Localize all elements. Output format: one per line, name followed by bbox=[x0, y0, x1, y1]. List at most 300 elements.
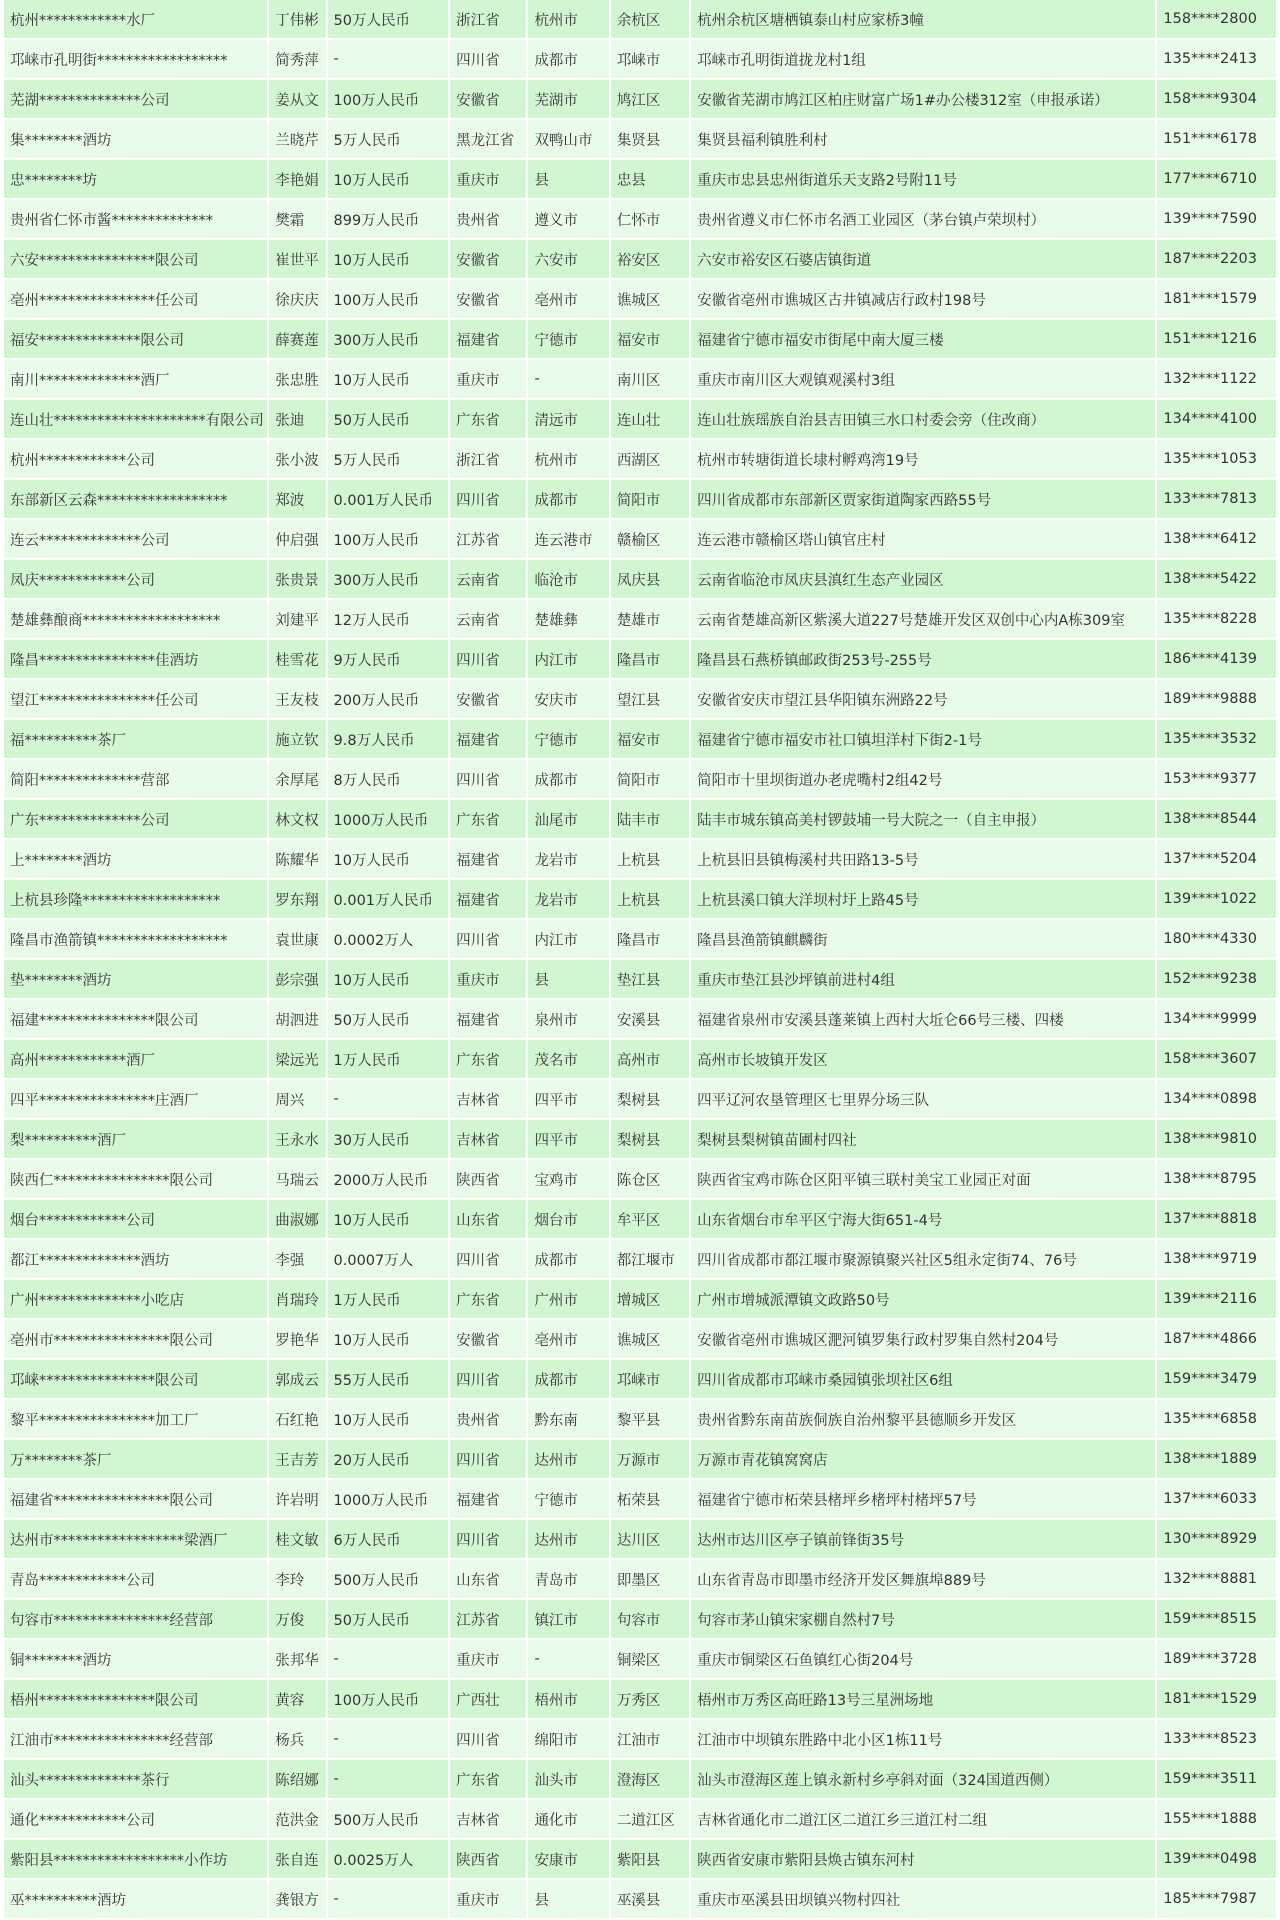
capital-cell: 300万人民币 bbox=[328, 320, 449, 360]
capital-cell: 899万人民币 bbox=[328, 200, 449, 240]
district-cell: 凤庆县 bbox=[611, 560, 689, 600]
city-cell: 宝鸡市 bbox=[528, 1160, 608, 1200]
address-cell: 重庆市垫江县沙坪镇前进村4组 bbox=[691, 960, 1155, 1000]
legal-rep-cell: 简秀萍 bbox=[269, 40, 325, 80]
address-cell: 梨树县梨树镇苗圃村四社 bbox=[691, 1120, 1155, 1160]
address-cell: 重庆市巫溪县田坝镇兴物村四社 bbox=[691, 1880, 1155, 1920]
company-name-cell: 巫**********酒坊 bbox=[4, 1880, 267, 1920]
legal-rep-cell: 林文权 bbox=[269, 800, 325, 840]
district-cell: 牟平区 bbox=[611, 1200, 689, 1240]
company-name-cell: 集********酒坊 bbox=[4, 120, 267, 160]
phone-cell: 135****1053 bbox=[1157, 440, 1276, 480]
phone-cell: 159****3479 bbox=[1157, 1360, 1276, 1400]
company-name-cell: 紫阳县******************小作坊 bbox=[4, 1840, 267, 1880]
legal-rep-cell: 曲淑娜 bbox=[269, 1200, 325, 1240]
city-cell: 安康市 bbox=[528, 1840, 608, 1880]
capital-cell: 1000万人民币 bbox=[328, 800, 449, 840]
legal-rep-cell: 郑波 bbox=[269, 480, 325, 520]
legal-rep-cell: 范洪金 bbox=[269, 1800, 325, 1840]
capital-cell: 0.0025万人 bbox=[328, 1840, 449, 1880]
city-cell: 县 bbox=[528, 1880, 608, 1920]
company-name-cell: 广州**************小吃店 bbox=[4, 1280, 267, 1320]
city-cell: 内江市 bbox=[528, 640, 608, 680]
legal-rep-cell: 许岩明 bbox=[269, 1480, 325, 1520]
table-row bbox=[4, 1400, 1276, 1440]
capital-cell: 8万人民币 bbox=[328, 760, 449, 800]
address-cell: 安徽省安庆市望江县华阳镇东洲路22号 bbox=[691, 680, 1155, 720]
phone-cell: 187****2203 bbox=[1157, 240, 1276, 280]
city-cell: 杭州市 bbox=[528, 0, 608, 40]
province-cell: 广东省 bbox=[450, 1040, 526, 1080]
table-row bbox=[4, 400, 1276, 440]
company-name-cell: 亳州****************任公司 bbox=[4, 280, 267, 320]
address-cell: 万源市青花镇窝窝店 bbox=[691, 1440, 1155, 1480]
district-cell: 谯城区 bbox=[611, 1320, 689, 1360]
company-name-cell: 通化************公司 bbox=[4, 1800, 267, 1840]
province-cell: 福建省 bbox=[450, 320, 526, 360]
address-cell: 达州市达川区亭子镇前锋街35号 bbox=[691, 1520, 1155, 1560]
district-cell: 邛崃市 bbox=[611, 1360, 689, 1400]
phone-cell: 133****8523 bbox=[1157, 1720, 1276, 1760]
province-cell: 山东省 bbox=[450, 1560, 526, 1600]
address-cell: 邛崃市孔明街道拢龙村1组 bbox=[691, 40, 1155, 80]
province-cell: 陕西省 bbox=[450, 1160, 526, 1200]
district-cell: 邛崃市 bbox=[611, 40, 689, 80]
city-cell: 达州市 bbox=[528, 1440, 608, 1480]
capital-cell: 10万人民币 bbox=[328, 1200, 449, 1240]
address-cell: 高州市长坡镇开发区 bbox=[691, 1040, 1155, 1080]
capital-cell: 0.0002万人 bbox=[328, 920, 449, 960]
city-cell: 连云港市 bbox=[528, 520, 608, 560]
district-cell: 鸠江区 bbox=[611, 80, 689, 120]
legal-rep-cell: 陈耀华 bbox=[269, 840, 325, 880]
table-row bbox=[4, 680, 1276, 720]
legal-rep-cell: 薛赛莲 bbox=[269, 320, 325, 360]
company-name-cell: 楚雄彝酿商******************* bbox=[4, 600, 267, 640]
phone-cell: 135****3532 bbox=[1157, 720, 1276, 760]
capital-cell: 1万人民币 bbox=[328, 1040, 449, 1080]
phone-cell: 151****6178 bbox=[1157, 120, 1276, 160]
legal-rep-cell: 张贵景 bbox=[269, 560, 325, 600]
address-cell: 安徽省芜湖市鸠江区柏庄财富广场1#办公楼312室（申报承诺） bbox=[691, 80, 1155, 120]
address-cell: 贵州省黔东南苗族侗族自治州黎平县德顺乡开发区 bbox=[691, 1400, 1155, 1440]
phone-cell: 132****1122 bbox=[1157, 360, 1276, 400]
district-cell: 梨树县 bbox=[611, 1080, 689, 1120]
address-cell: 集贤县福利镇胜利村 bbox=[691, 120, 1155, 160]
province-cell: 四川省 bbox=[450, 1240, 526, 1280]
city-cell: 成都市 bbox=[528, 760, 608, 800]
city-cell: - bbox=[528, 360, 608, 400]
address-cell: 隆昌县渔箭镇麒麟街 bbox=[691, 920, 1155, 960]
province-cell: 安徽省 bbox=[450, 1320, 526, 1360]
city-cell: 成都市 bbox=[528, 1360, 608, 1400]
capital-cell: 50万人民币 bbox=[328, 1600, 449, 1640]
table-row bbox=[4, 1280, 1276, 1320]
address-cell: 连云港市赣榆区塔山镇官庄村 bbox=[691, 520, 1155, 560]
province-cell: 吉林省 bbox=[450, 1120, 526, 1160]
table-row bbox=[4, 280, 1276, 320]
legal-rep-cell: 马瑞云 bbox=[269, 1160, 325, 1200]
address-cell: 简阳市十里坝街道办老虎嘴村2组42号 bbox=[691, 760, 1155, 800]
table-row bbox=[4, 560, 1276, 600]
province-cell: 广西壮 bbox=[450, 1680, 526, 1720]
address-cell: 重庆市铜梁区石鱼镇红心街204号 bbox=[691, 1640, 1155, 1680]
city-cell: 宁德市 bbox=[528, 320, 608, 360]
province-cell: 四川省 bbox=[450, 1520, 526, 1560]
company-name-cell: 都江**************酒坊 bbox=[4, 1240, 267, 1280]
city-cell: 通化市 bbox=[528, 1800, 608, 1840]
legal-rep-cell: 王友枝 bbox=[269, 680, 325, 720]
district-cell: 都江堰市 bbox=[611, 1240, 689, 1280]
phone-cell: 139****2116 bbox=[1157, 1280, 1276, 1320]
capital-cell: 100万人民币 bbox=[328, 1680, 449, 1720]
company-name-cell: 凤庆************公司 bbox=[4, 560, 267, 600]
province-cell: 吉林省 bbox=[450, 1800, 526, 1840]
city-cell: 楚雄彝 bbox=[528, 600, 608, 640]
capital-cell: 10万人民币 bbox=[328, 240, 449, 280]
legal-rep-cell: 张邦华 bbox=[269, 1640, 325, 1680]
address-cell: 云南省楚雄高新区紫溪大道227号楚雄开发区双创中心内A栋309室 bbox=[691, 600, 1155, 640]
capital-cell: 100万人民币 bbox=[328, 520, 449, 560]
district-cell: 隆昌市 bbox=[611, 640, 689, 680]
capital-cell: 50万人民币 bbox=[328, 400, 449, 440]
legal-rep-cell: 李艳娟 bbox=[269, 160, 325, 200]
province-cell: 四川省 bbox=[450, 1720, 526, 1760]
district-cell: 福安市 bbox=[611, 720, 689, 760]
table-row bbox=[4, 1600, 1276, 1640]
table-row bbox=[4, 1160, 1276, 1200]
company-name-cell: 四平****************庄酒厂 bbox=[4, 1080, 267, 1120]
phone-cell: 135****8228 bbox=[1157, 600, 1276, 640]
address-cell: 福建省泉州市安溪县蓬莱镇上西村大坵仑66号三楼、四楼 bbox=[691, 1000, 1155, 1040]
capital-cell: - bbox=[328, 1760, 449, 1800]
province-cell: 贵州省 bbox=[450, 1400, 526, 1440]
district-cell: 简阳市 bbox=[611, 480, 689, 520]
city-cell: 汕尾市 bbox=[528, 800, 608, 840]
company-name-cell: 隆昌****************佳酒坊 bbox=[4, 640, 267, 680]
address-cell: 山东省青岛市即墨市经济开发区舞旗埠889号 bbox=[691, 1560, 1155, 1600]
table-row bbox=[4, 880, 1276, 920]
legal-rep-cell: 王吉芳 bbox=[269, 1440, 325, 1480]
capital-cell: 0.0007万人 bbox=[328, 1240, 449, 1280]
province-cell: 安徽省 bbox=[450, 80, 526, 120]
city-cell: 青岛市 bbox=[528, 1560, 608, 1600]
address-cell: 贵州省遵义市仁怀市名酒工业园区（茅台镇卢荣坝村） bbox=[691, 200, 1155, 240]
legal-rep-cell: 黄容 bbox=[269, 1680, 325, 1720]
district-cell: 仁怀市 bbox=[611, 200, 689, 240]
capital-cell: 0.001万人民币 bbox=[328, 480, 449, 520]
legal-rep-cell: 姜从文 bbox=[269, 80, 325, 120]
city-cell: 遵义市 bbox=[528, 200, 608, 240]
phone-cell: 152****9238 bbox=[1157, 960, 1276, 1000]
district-cell: 铜梁区 bbox=[611, 1640, 689, 1680]
district-cell: 梨树县 bbox=[611, 1120, 689, 1160]
address-cell: 杭州市转塘街道长埭村孵鸡湾19号 bbox=[691, 440, 1155, 480]
phone-cell: 187****4866 bbox=[1157, 1320, 1276, 1360]
table-row bbox=[4, 1880, 1276, 1920]
legal-rep-cell: 张忠胜 bbox=[269, 360, 325, 400]
company-name-cell: 烟台************公司 bbox=[4, 1200, 267, 1240]
capital-cell: - bbox=[328, 1080, 449, 1120]
address-cell: 福建省宁德市福安市街尾中南大厦三楼 bbox=[691, 320, 1155, 360]
company-name-cell: 江油市****************经营部 bbox=[4, 1720, 267, 1760]
phone-cell: 139****1022 bbox=[1157, 880, 1276, 920]
capital-cell: - bbox=[328, 1640, 449, 1680]
capital-cell: 10万人民币 bbox=[328, 160, 449, 200]
legal-rep-cell: 桂文敏 bbox=[269, 1520, 325, 1560]
district-cell: 隆昌市 bbox=[611, 920, 689, 960]
phone-cell: 155****1888 bbox=[1157, 1800, 1276, 1840]
phone-cell: 151****1216 bbox=[1157, 320, 1276, 360]
phone-cell: 181****1579 bbox=[1157, 280, 1276, 320]
district-cell: 余杭区 bbox=[611, 0, 689, 40]
capital-cell: 50万人民币 bbox=[328, 0, 449, 40]
city-cell: 四平市 bbox=[528, 1120, 608, 1160]
company-name-cell: 达州市******************梁酒厂 bbox=[4, 1520, 267, 1560]
province-cell: 福建省 bbox=[450, 720, 526, 760]
district-cell: 垫江县 bbox=[611, 960, 689, 1000]
address-cell: 安徽省亳州市谯城区古井镇减店行政村198号 bbox=[691, 280, 1155, 320]
table-row bbox=[4, 1000, 1276, 1040]
company-name-cell: 上********酒坊 bbox=[4, 840, 267, 880]
table-row bbox=[4, 1640, 1276, 1680]
legal-rep-cell: 李强 bbox=[269, 1240, 325, 1280]
address-cell: 四川省成都市邛崃市桑园镇张坝社区6组 bbox=[691, 1360, 1155, 1400]
table-row bbox=[4, 480, 1276, 520]
table-row bbox=[4, 520, 1276, 560]
address-cell: 福建省宁德市福安市社口镇坦洋村下街2-1号 bbox=[691, 720, 1155, 760]
company-name-cell: 贵州省仁怀市酱************** bbox=[4, 200, 267, 240]
phone-cell: 189****3728 bbox=[1157, 1640, 1276, 1680]
phone-cell: 177****6710 bbox=[1157, 160, 1276, 200]
city-cell: 宁德市 bbox=[528, 720, 608, 760]
city-cell: 茂名市 bbox=[528, 1040, 608, 1080]
legal-rep-cell: 张小波 bbox=[269, 440, 325, 480]
legal-rep-cell: 彭宗强 bbox=[269, 960, 325, 1000]
legal-rep-cell: 施立钦 bbox=[269, 720, 325, 760]
phone-cell: 138****1889 bbox=[1157, 1440, 1276, 1480]
legal-rep-cell: 张自连 bbox=[269, 1840, 325, 1880]
capital-cell: 500万人民币 bbox=[328, 1560, 449, 1600]
legal-rep-cell: 罗艳华 bbox=[269, 1320, 325, 1360]
capital-cell: 10万人民币 bbox=[328, 840, 449, 880]
table-row bbox=[4, 120, 1276, 160]
legal-rep-cell: 罗东翔 bbox=[269, 880, 325, 920]
phone-cell: 130****8929 bbox=[1157, 1520, 1276, 1560]
city-cell: 亳州市 bbox=[528, 280, 608, 320]
province-cell: 安徽省 bbox=[450, 240, 526, 280]
company-name-cell: 杭州************公司 bbox=[4, 440, 267, 480]
table-row bbox=[4, 1840, 1276, 1880]
address-cell: 汕头市澄海区莲上镇永新村乡亭斜对面（324国道西侧） bbox=[691, 1760, 1155, 1800]
capital-cell: - bbox=[328, 1880, 449, 1920]
phone-cell: 137****5204 bbox=[1157, 840, 1276, 880]
legal-rep-cell: 胡泗进 bbox=[269, 1000, 325, 1040]
registry-table bbox=[2, 0, 1278, 1920]
district-cell: 赣榆区 bbox=[611, 520, 689, 560]
phone-cell: 138****9719 bbox=[1157, 1240, 1276, 1280]
company-name-cell: 杭州************水厂 bbox=[4, 0, 267, 40]
address-cell: 安徽省亳州市谯城区淝河镇罗集行政村罗集自然村204号 bbox=[691, 1320, 1155, 1360]
province-cell: 云南省 bbox=[450, 600, 526, 640]
legal-rep-cell: 张迪 bbox=[269, 400, 325, 440]
table-row bbox=[4, 600, 1276, 640]
province-cell: 江苏省 bbox=[450, 1600, 526, 1640]
table-row bbox=[4, 360, 1276, 400]
table-row bbox=[4, 1720, 1276, 1760]
city-cell: 达州市 bbox=[528, 1520, 608, 1560]
address-cell: 陕西省安康市紫阳县焕古镇东河村 bbox=[691, 1840, 1155, 1880]
table-row bbox=[4, 1080, 1276, 1120]
province-cell: 福建省 bbox=[450, 1000, 526, 1040]
district-cell: 上杭县 bbox=[611, 880, 689, 920]
address-cell: 连山壮族瑶族自治县吉田镇三水口村委会旁（住改商） bbox=[691, 400, 1155, 440]
province-cell: 重庆市 bbox=[450, 960, 526, 1000]
capital-cell: 1万人民币 bbox=[328, 1280, 449, 1320]
table-row bbox=[4, 640, 1276, 680]
capital-cell: 100万人民币 bbox=[328, 80, 449, 120]
address-cell: 陕西省宝鸡市陈仓区阳平镇三联村美宝工业园正对面 bbox=[691, 1160, 1155, 1200]
district-cell: 黎平县 bbox=[611, 1400, 689, 1440]
city-cell: 宁德市 bbox=[528, 1480, 608, 1520]
province-cell: 四川省 bbox=[450, 1440, 526, 1480]
address-cell: 重庆市忠县忠州街道乐天支路2号附11号 bbox=[691, 160, 1155, 200]
table-row bbox=[4, 240, 1276, 280]
capital-cell: 5万人民币 bbox=[328, 440, 449, 480]
province-cell: 四川省 bbox=[450, 40, 526, 80]
table-row bbox=[4, 200, 1276, 240]
table-row bbox=[4, 1240, 1276, 1280]
table-row bbox=[4, 1040, 1276, 1080]
province-cell: 福建省 bbox=[450, 880, 526, 920]
company-name-cell: 福建****************限公司 bbox=[4, 1000, 267, 1040]
phone-cell: 158****3607 bbox=[1157, 1040, 1276, 1080]
phone-cell: 134****0898 bbox=[1157, 1080, 1276, 1120]
table-body bbox=[4, 0, 1276, 1920]
phone-cell: 185****7987 bbox=[1157, 1880, 1276, 1920]
phone-cell: 138****8544 bbox=[1157, 800, 1276, 840]
company-name-cell: 连山壮*********************有限公司 bbox=[4, 400, 267, 440]
phone-cell: 158****2800 bbox=[1157, 0, 1276, 40]
province-cell: 安徽省 bbox=[450, 680, 526, 720]
province-cell: 福建省 bbox=[450, 840, 526, 880]
address-cell: 上杭县溪口镇大洋坝村圩上路45号 bbox=[691, 880, 1155, 920]
district-cell: 裕安区 bbox=[611, 240, 689, 280]
district-cell: 上杭县 bbox=[611, 840, 689, 880]
city-cell: 亳州市 bbox=[528, 1320, 608, 1360]
capital-cell: - bbox=[328, 40, 449, 80]
city-cell: 杭州市 bbox=[528, 440, 608, 480]
legal-rep-cell: 梁远光 bbox=[269, 1040, 325, 1080]
city-cell: 内江市 bbox=[528, 920, 608, 960]
district-cell: 连山壮 bbox=[611, 400, 689, 440]
table-row bbox=[4, 760, 1276, 800]
company-name-cell: 汕头**************茶行 bbox=[4, 1760, 267, 1800]
phone-cell: 133****7813 bbox=[1157, 480, 1276, 520]
phone-cell: 137****6033 bbox=[1157, 1480, 1276, 1520]
company-name-cell: 黎平****************加工厂 bbox=[4, 1400, 267, 1440]
province-cell: 广东省 bbox=[450, 400, 526, 440]
city-cell: 黔东南 bbox=[528, 1400, 608, 1440]
address-cell: 云南省临沧市凤庆县滇红生态产业园区 bbox=[691, 560, 1155, 600]
table-row bbox=[4, 840, 1276, 880]
district-cell: 楚雄市 bbox=[611, 600, 689, 640]
company-name-cell: 福建省****************限公司 bbox=[4, 1480, 267, 1520]
province-cell: 广东省 bbox=[450, 1760, 526, 1800]
legal-rep-cell: 丁伟彬 bbox=[269, 0, 325, 40]
city-cell: 临沧市 bbox=[528, 560, 608, 600]
legal-rep-cell: 郭成云 bbox=[269, 1360, 325, 1400]
province-cell: 四川省 bbox=[450, 760, 526, 800]
company-name-cell: 亳州市****************限公司 bbox=[4, 1320, 267, 1360]
company-name-cell: 忠********坊 bbox=[4, 160, 267, 200]
city-cell: 镇江市 bbox=[528, 1600, 608, 1640]
district-cell: 望江县 bbox=[611, 680, 689, 720]
legal-rep-cell: 陈绍娜 bbox=[269, 1760, 325, 1800]
capital-cell: 1000万人民币 bbox=[328, 1480, 449, 1520]
table-row bbox=[4, 1480, 1276, 1520]
city-cell: 县 bbox=[528, 960, 608, 1000]
district-cell: 忠县 bbox=[611, 160, 689, 200]
district-cell: 陈仓区 bbox=[611, 1160, 689, 1200]
phone-cell: 159****3511 bbox=[1157, 1760, 1276, 1800]
capital-cell: 20万人民币 bbox=[328, 1440, 449, 1480]
phone-cell: 189****9888 bbox=[1157, 680, 1276, 720]
city-cell: 龙岩市 bbox=[528, 840, 608, 880]
legal-rep-cell: 万俊 bbox=[269, 1600, 325, 1640]
legal-rep-cell: 王永水 bbox=[269, 1120, 325, 1160]
province-cell: 重庆市 bbox=[450, 360, 526, 400]
city-cell: 广州市 bbox=[528, 1280, 608, 1320]
address-cell: 四川省成都市东部新区贾家街道陶家西路55号 bbox=[691, 480, 1155, 520]
district-cell: 巫溪县 bbox=[611, 1880, 689, 1920]
district-cell: 简阳市 bbox=[611, 760, 689, 800]
city-cell: 绵阳市 bbox=[528, 1720, 608, 1760]
phone-cell: 139****7590 bbox=[1157, 200, 1276, 240]
address-cell: 吉林省通化市二道江区二道江乡三道江村二组 bbox=[691, 1800, 1155, 1840]
district-cell: 南川区 bbox=[611, 360, 689, 400]
city-cell: 成都市 bbox=[528, 1240, 608, 1280]
province-cell: 浙江省 bbox=[450, 0, 526, 40]
capital-cell: 300万人民币 bbox=[328, 560, 449, 600]
district-cell: 集贤县 bbox=[611, 120, 689, 160]
province-cell: 江苏省 bbox=[450, 520, 526, 560]
table-row bbox=[4, 1360, 1276, 1400]
province-cell: 福建省 bbox=[450, 1480, 526, 1520]
table-row bbox=[4, 1120, 1276, 1160]
company-name-cell: 梨**********酒厂 bbox=[4, 1120, 267, 1160]
capital-cell: 500万人民币 bbox=[328, 1800, 449, 1840]
capital-cell: 10万人民币 bbox=[328, 1320, 449, 1360]
capital-cell: 6万人民币 bbox=[328, 1520, 449, 1560]
district-cell: 增城区 bbox=[611, 1280, 689, 1320]
phone-cell: 158****9304 bbox=[1157, 80, 1276, 120]
company-name-cell: 福**********茶厂 bbox=[4, 720, 267, 760]
company-name-cell: 万********茶厂 bbox=[4, 1440, 267, 1480]
address-cell: 上杭县旧县镇梅溪村共田路13-5号 bbox=[691, 840, 1155, 880]
company-name-cell: 句容市****************经营部 bbox=[4, 1600, 267, 1640]
table-row bbox=[4, 920, 1276, 960]
legal-rep-cell: 龚银方 bbox=[269, 1880, 325, 1920]
phone-cell: 139****0498 bbox=[1157, 1840, 1276, 1880]
legal-rep-cell: 崔世平 bbox=[269, 240, 325, 280]
province-cell: 浙江省 bbox=[450, 440, 526, 480]
phone-cell: 186****4139 bbox=[1157, 640, 1276, 680]
company-name-cell: 芜湖**************公司 bbox=[4, 80, 267, 120]
city-cell: 六安市 bbox=[528, 240, 608, 280]
address-cell: 重庆市南川区大观镇观溪村3组 bbox=[691, 360, 1155, 400]
city-cell: 双鸭山市 bbox=[528, 120, 608, 160]
